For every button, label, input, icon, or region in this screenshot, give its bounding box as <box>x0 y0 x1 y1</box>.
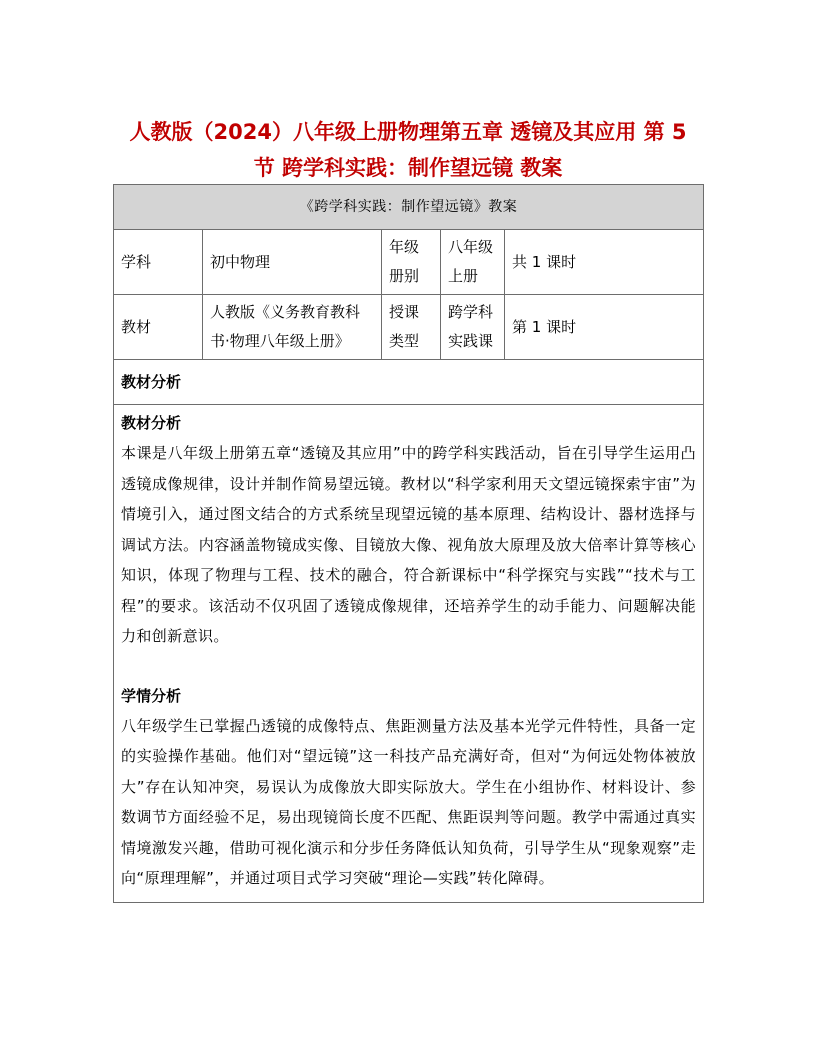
class-hours: 共 1 课时 <box>505 230 704 295</box>
document-title <box>112 114 704 186</box>
subject-label: 学科 <box>114 230 203 295</box>
table-header-row <box>114 185 704 230</box>
section-heading: 教材分析 <box>114 360 704 405</box>
grade-value: 八年级上册 <box>441 230 505 295</box>
title-line-1: 人教版（2024）八年级上册物理第五章 透镜及其应用 第 5 <box>129 120 687 144</box>
lesson-type-label: 授课类型 <box>382 295 441 360</box>
grade-label: 年级册别 <box>382 230 441 295</box>
lesson-number: 第 1 课时 <box>505 295 704 360</box>
textbook-analysis-heading: 教材分析 <box>121 414 182 432</box>
title-line-2: 节 跨学科实践：制作望远镜 教案 <box>253 156 563 180</box>
paragraph-gap <box>121 652 696 682</box>
table-header: 《跨学科实践：制作望远镜》教案 <box>114 185 704 230</box>
analysis-row <box>114 405 704 903</box>
textbook-label: 教材 <box>114 295 203 360</box>
student-analysis-heading: 学情分析 <box>121 686 182 705</box>
table-row <box>114 230 704 295</box>
subject-value: 初中物理 <box>203 230 382 295</box>
textbook-value: 人教版《义务教育教科书·物理八年级上册》 <box>203 295 382 360</box>
analysis-cell <box>114 405 704 903</box>
textbook-analysis-text: 本课是八年级上册第五章“透镜及其应用”中的跨学科实践活动，旨在引导学生运用凸透镜成像规律，设计并制作简易望远镜。教材以“科学家利用天文望远镜探索宇宙”为情境引入，通过图文结合的方式系统呈现望远镜的基本原理、结构设计、器材选择与调试方法。内容涵盖物镜成实像、目镜放大像、视角放大原理及放大倍率计算等核心知识，体现了物理与工程、技术的融合，符合新课标中“科学探究与实践”“技术与工程”的要求。该活动不仅巩固了透镜成像规律，还培养学生的动手能力、问题解决能力和创新意识。 <box>121 444 696 645</box>
student-analysis-text: 八年级学生已掌握凸透镜的成像特点、焦距测量方法及基本光学元件特性，具备一定的实验操作基础。他们对“望远镜”这一科技产品充满好奇，但对“为何远处物体被放大”存在认知冲突，易误认为成像放大即实际放大。学生在小组协作、材料设计、参数调节方面经验不足，易出现镜筒长度不匹配、焦距误判等问题。教学中需通过真实情境激发兴趣，借助可视化演示和分步任务降低认知负荷，引导学生从“现象观察”走向“原理理解”，并通过项目式学习突破“理论—实践”转化障碍。 <box>121 716 696 887</box>
table-row <box>114 295 704 360</box>
section-heading-row <box>114 360 704 405</box>
lesson-plan-table <box>113 184 704 903</box>
lesson-type-value: 跨学科实践课 <box>441 295 505 360</box>
